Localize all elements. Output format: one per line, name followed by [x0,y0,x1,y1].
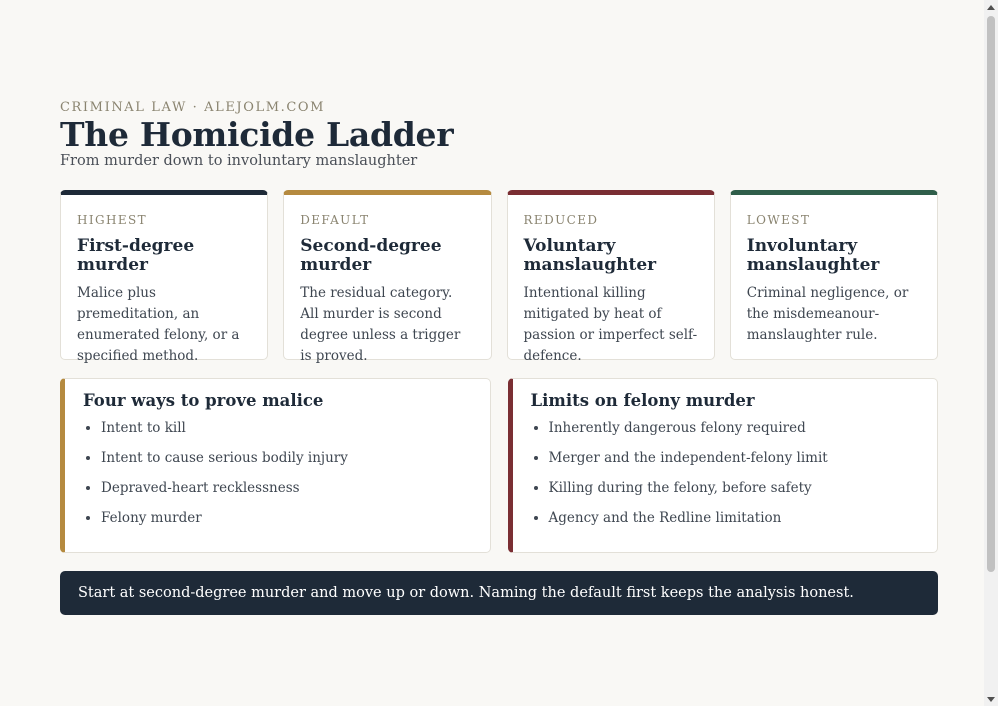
list-item: • Merger and the independent-felony limit [549,449,920,467]
list-item: • Felony murder [101,509,472,527]
card-description: The residual category. All murder is second degree unless a trigger is proved. [300,285,461,364]
panel-title: Limits on felony murder [530,391,755,410]
page-content [60,100,938,615]
page-title: The Homicide Ladder [60,115,454,154]
card-tag: LOWEST [746,213,811,227]
panel-title: Four ways to prove malice [83,391,324,410]
vertical-scrollbar[interactable] [984,0,998,706]
detail-panels [60,378,938,553]
card-description: Malice plus premeditation, an enumerated felony, or a specified method. [77,285,240,364]
card-description: Criminal negligence, or the misdemeanour-manslaughter rule. [746,285,909,343]
panel-malice [60,378,491,553]
card-title: Second-degree murder [300,236,442,275]
card-title: Voluntary manslaughter [523,236,657,275]
list-item: • Intent to cause serious bodily injury [101,449,472,467]
panel-list [83,419,472,527]
card-tag: REDUCED [523,213,599,227]
card-description: Intentional killing mitigated by heat of passion or imperfect self-defence. [523,285,698,364]
card-title: Involuntary manslaughter [746,236,880,275]
page-subtitle: From murder down to involuntary manslaughter [60,153,418,169]
card-tag: HIGHEST [77,213,148,227]
scroll-up-arrow-icon[interactable] [987,5,995,10]
list-item: • Intent to kill [101,419,472,437]
card-tag: DEFAULT [300,213,370,227]
summary-banner: Start at second-degree murder and move up or down. Naming the default first keeps the analysis honest. [60,571,938,615]
page-kicker: CRIMINAL LAW · ALEJOLM.COM [60,100,326,115]
card-first-degree-murder [60,190,268,364]
list-item: • Agency and the Redline limitation [549,509,920,527]
panel-list [531,419,920,527]
list-item: • Killing during the felony, before safety [549,479,920,497]
ladder-cards [60,190,938,364]
card-title: First-degree murder [77,236,195,275]
card-involuntary-manslaughter [730,190,938,360]
card-voluntary-manslaughter [507,190,715,364]
list-item: • Depraved-heart recklessness [101,479,472,497]
panel-felony-murder-limits [508,378,939,553]
list-item: • Inherently dangerous felony required [549,419,920,437]
scroll-down-arrow-icon[interactable] [987,697,995,702]
card-second-degree-murder [283,190,491,364]
scrollbar-thumb[interactable] [987,16,995,572]
